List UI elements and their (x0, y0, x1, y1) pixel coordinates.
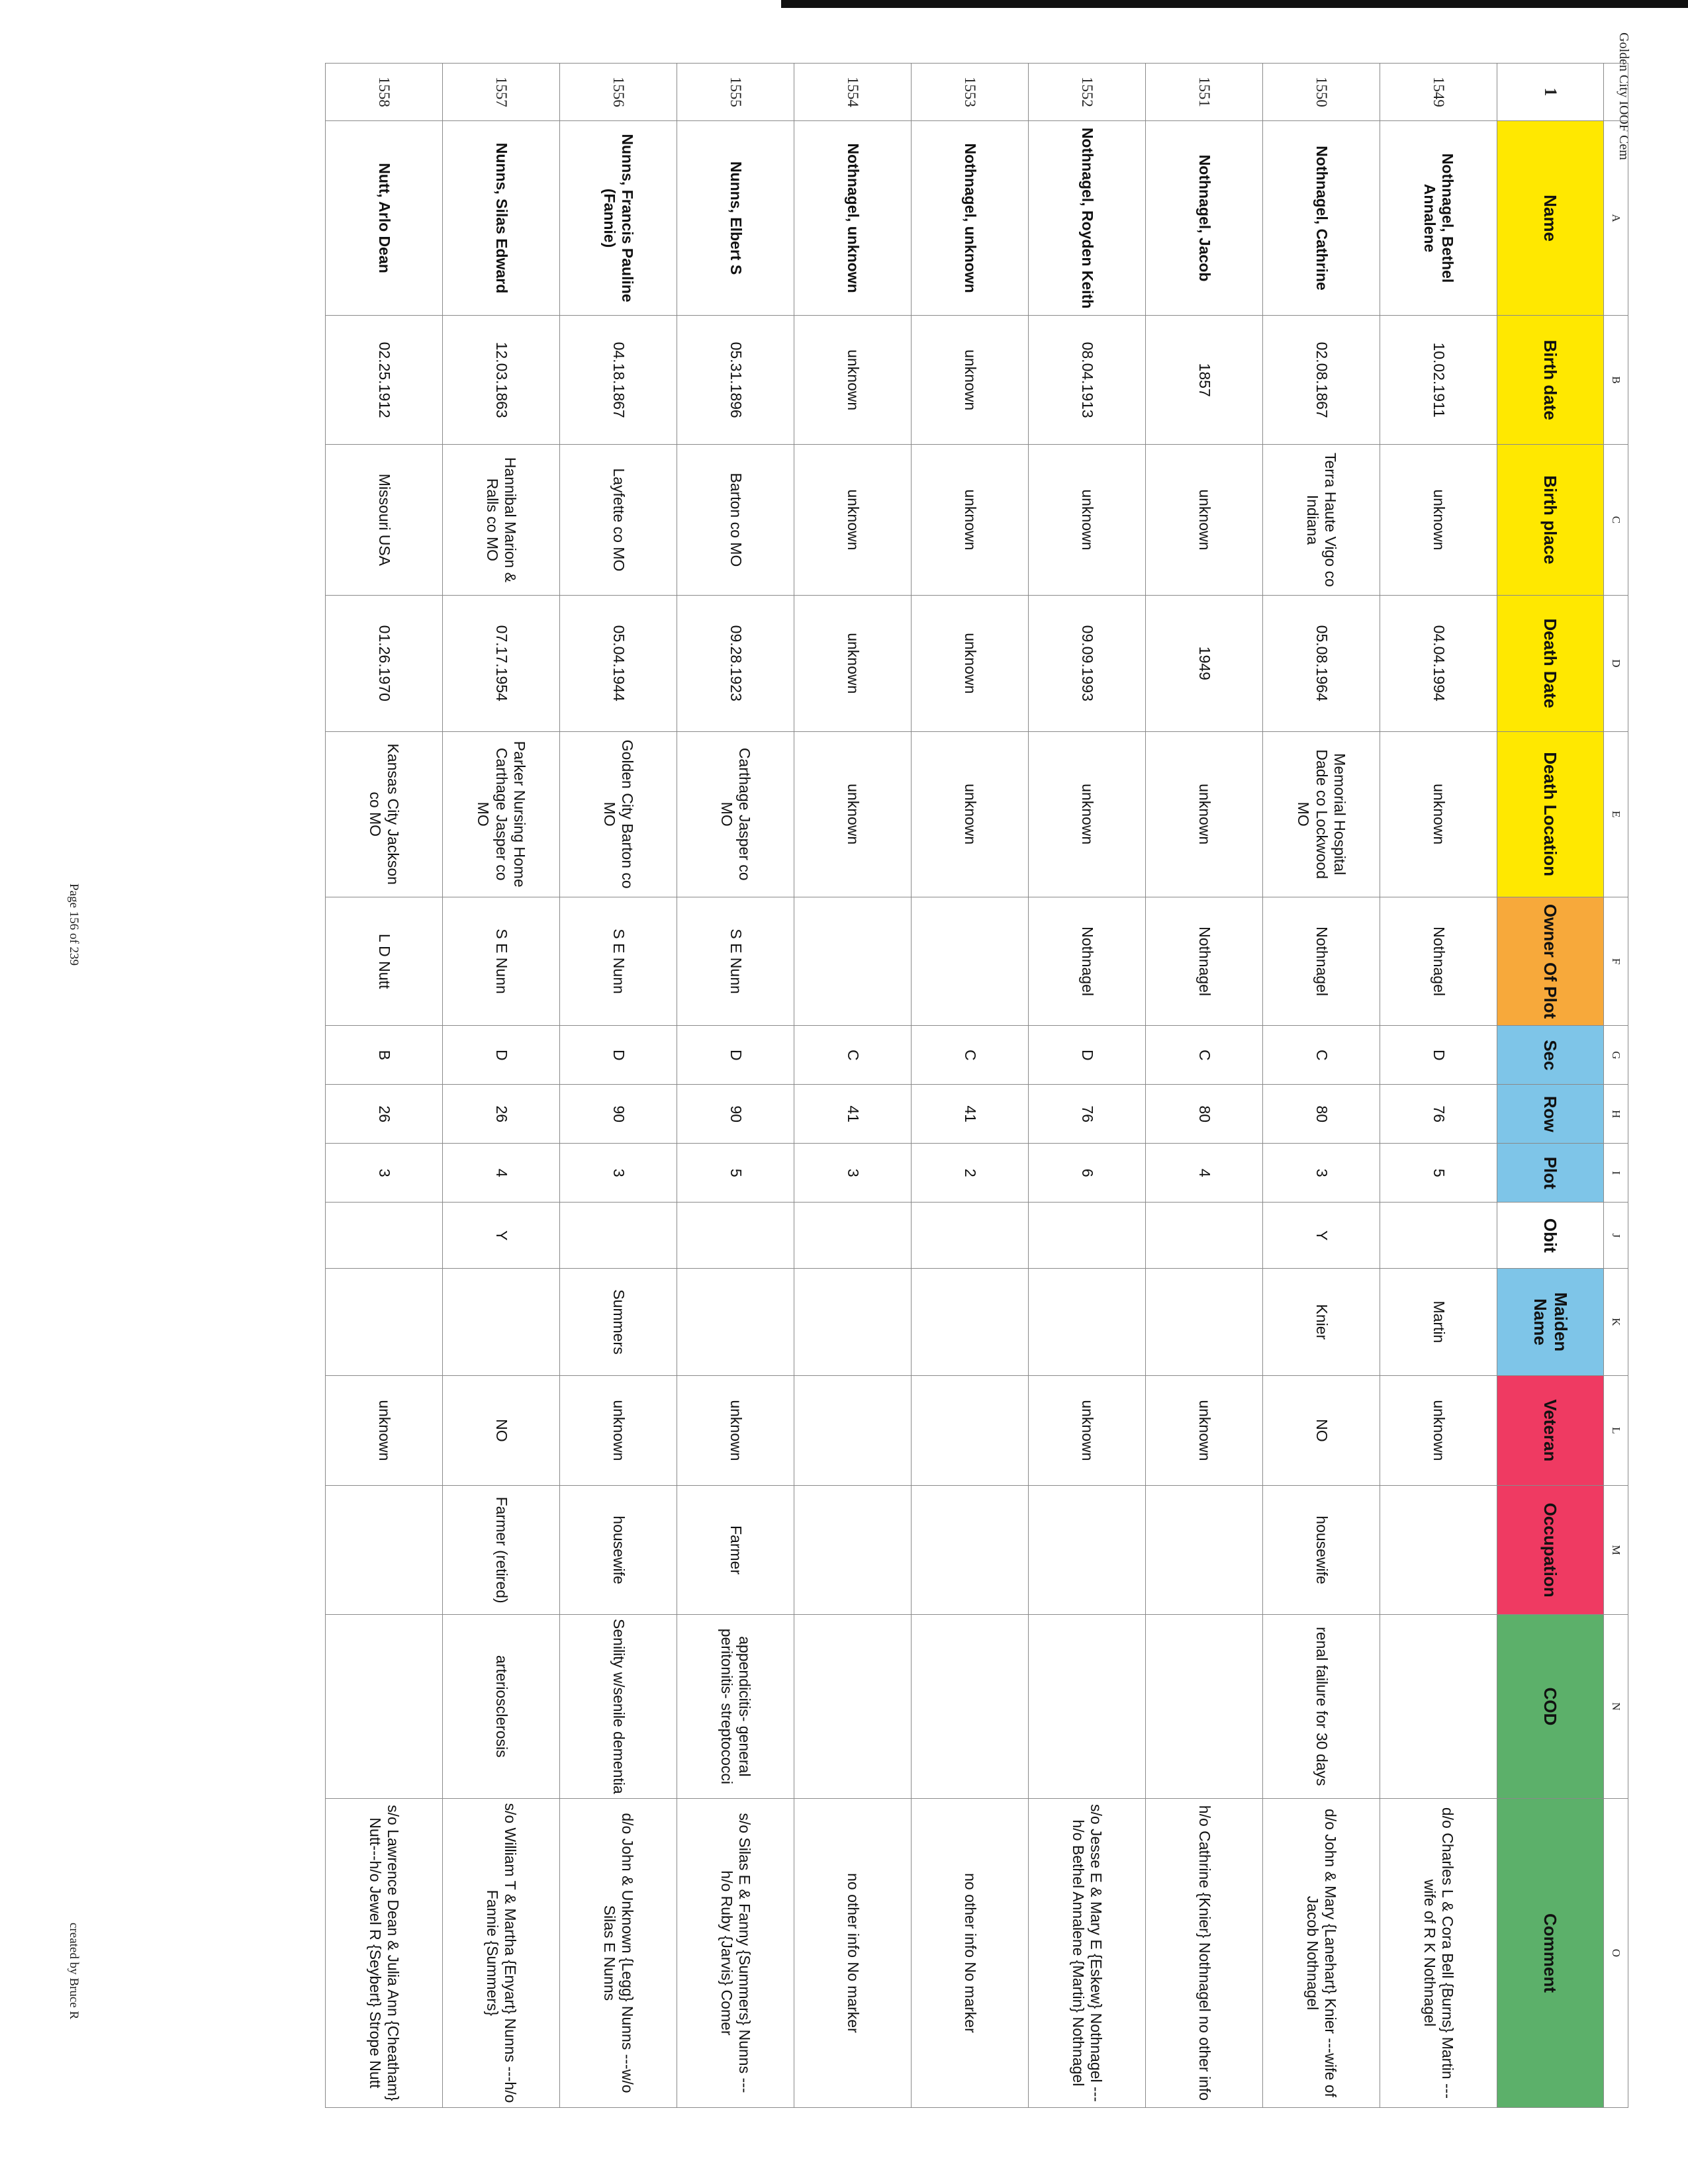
cell-row: 80 (1146, 1085, 1263, 1144)
header-obit: Obit (1497, 1203, 1604, 1269)
row-number: 1558 (326, 64, 443, 121)
cell-veteran: NO (443, 1375, 560, 1486)
cell-sec: D (560, 1026, 677, 1085)
cell-veteran: unknown (1380, 1375, 1497, 1486)
cell-comment: h/o Cathrine {Knier} Nothnagel no other info (1146, 1798, 1263, 2107)
cell-obit: Y (1263, 1203, 1380, 1269)
spreadsheet (86, 63, 1628, 2121)
cell-owner: S E Nunn (677, 897, 794, 1026)
cell-name: Nothnagel, Jacob (1146, 120, 1263, 316)
table-header-row (1497, 64, 1604, 2108)
table-row (443, 64, 560, 2108)
cell-maiden (794, 1269, 912, 1375)
cell-comment: s/o William T & Martha {Enyart} Nunns ---h/o Fannie {Summers} (443, 1798, 560, 2107)
header-comment: Comment (1497, 1798, 1604, 2107)
cell-comment: s/o Silas E & Fanny {Summers} Nunns ---h/o Ruby {Jarvis} Comer (677, 1798, 794, 2107)
cell-occupation (794, 1486, 912, 1615)
cell-birth-date: unknown (794, 316, 912, 445)
cell-sec: C (794, 1026, 912, 1085)
table-row (1380, 64, 1497, 2108)
cell-sec: D (443, 1026, 560, 1085)
cell-plot: 5 (677, 1144, 794, 1203)
cell-death-location: Kansas City Jackson co MO (326, 731, 443, 897)
cell-comment: d/o Charles L & Cora Bell {Burns} Martin ---wife of R K Nothnagel (1380, 1798, 1497, 2107)
cell-obit (677, 1203, 794, 1269)
cell-occupation (326, 1486, 443, 1615)
cemetery-records-table (325, 63, 1628, 2108)
cell-row: 26 (326, 1085, 443, 1144)
cell-row: 76 (1029, 1085, 1146, 1144)
col-letter-k: K (1604, 1269, 1628, 1375)
cell-obit (794, 1203, 912, 1269)
cell-occupation: Farmer (retired) (443, 1486, 560, 1615)
created-by-label: created by Bruce R (67, 1923, 81, 2020)
header-plot: Plot (1497, 1144, 1604, 1203)
cell-maiden: Knier (1263, 1269, 1380, 1375)
table-row (326, 64, 443, 2108)
cell-owner: Nothnagel (1380, 897, 1497, 1026)
col-letter-e: E (1604, 731, 1628, 897)
cell-name: Nunns, Elbert S (677, 120, 794, 316)
col-letter-c: C (1604, 444, 1628, 595)
table-row (677, 64, 794, 2108)
cell-plot: 4 (443, 1144, 560, 1203)
cell-death-location: unknown (1146, 731, 1263, 897)
cell-owner (794, 897, 912, 1026)
cell-veteran: unknown (677, 1375, 794, 1486)
cell-plot: 3 (1263, 1144, 1380, 1203)
cell-death-location: Parker Nursing Home Carthage Jasper co MO (443, 731, 560, 897)
table-row (560, 64, 677, 2108)
cell-death-location: Golden City Barton co MO (560, 731, 677, 897)
cell-birth-date: unknown (912, 316, 1029, 445)
cell-maiden (1146, 1269, 1263, 1375)
cell-veteran: unknown (1146, 1375, 1263, 1486)
cell-occupation: housewife (560, 1486, 677, 1615)
cell-owner: L D Nutt (326, 897, 443, 1026)
col-letter-d: D (1604, 595, 1628, 731)
col-letter-b: B (1604, 316, 1628, 445)
header-birth-date: Birth date (1497, 316, 1604, 445)
cell-plot: 6 (1029, 1144, 1146, 1203)
cell-name: Nothnagel, Royden Keith (1029, 120, 1146, 316)
cell-death-date: unknown (912, 595, 1029, 731)
cell-veteran: unknown (1029, 1375, 1146, 1486)
row-number: 1555 (677, 64, 794, 121)
cell-birth-date: 04.18.1867 (560, 316, 677, 445)
cell-owner: S E Nunn (443, 897, 560, 1026)
cell-death-location: unknown (1380, 731, 1497, 897)
cell-comment: no other info No marker (794, 1798, 912, 2107)
cell-row: 90 (560, 1085, 677, 1144)
cell-sec: B (326, 1026, 443, 1085)
sheet-title: Golden City IOOF Cem (1617, 32, 1631, 160)
cell-veteran: unknown (560, 1375, 677, 1486)
cell-death-date: 09.09.1993 (1029, 595, 1146, 731)
cell-plot: 3 (794, 1144, 912, 1203)
header-corner: 1 (1497, 64, 1604, 121)
cell-veteran (912, 1375, 1029, 1486)
col-letter-l: L (1604, 1375, 1628, 1486)
cell-death-date: 1949 (1146, 595, 1263, 731)
cell-name: Nothnagel, Cathrine (1263, 120, 1380, 316)
cell-birth-date: 1857 (1146, 316, 1263, 445)
cell-birth-place: Terra Haute Vigo co Indiana (1263, 444, 1380, 595)
cell-death-location: Carthage Jasper co MO (677, 731, 794, 897)
cell-row: 80 (1263, 1085, 1380, 1144)
cell-sec: D (677, 1026, 794, 1085)
cell-occupation: Farmer (677, 1486, 794, 1615)
cell-obit: Y (443, 1203, 560, 1269)
col-letter (1604, 64, 1628, 121)
cell-death-date: 05.04.1944 (560, 595, 677, 731)
cell-cod (1029, 1614, 1146, 1798)
cell-occupation (1380, 1486, 1497, 1615)
row-number: 1551 (1146, 64, 1263, 121)
cell-comment: s/o Jesse E & Mary E {Eskew} Nothnagel ---h/o Bethel Annalene {Martin} Nothnagel (1029, 1798, 1146, 2107)
header-death-date: Death Date (1497, 595, 1604, 731)
cell-birth-date: 12.03.1863 (443, 316, 560, 445)
cell-name: Nutt, Arlo Dean (326, 120, 443, 316)
cell-birth-date: 08.04.1913 (1029, 316, 1146, 445)
cell-death-date: 07.17.1954 (443, 595, 560, 731)
cell-cod: appendicitis- general peritonitis- streptococci (677, 1614, 794, 1798)
cell-obit (912, 1203, 1029, 1269)
cell-sec: C (1263, 1026, 1380, 1085)
cell-birth-date: 05.31.1896 (677, 316, 794, 445)
cell-death-location: unknown (1029, 731, 1146, 897)
cell-plot: 4 (1146, 1144, 1263, 1203)
cell-obit (1380, 1203, 1497, 1269)
cell-death-date: unknown (794, 595, 912, 731)
cell-owner (912, 897, 1029, 1026)
cell-cod: Senility w/senile dementia (560, 1614, 677, 1798)
cell-birth-date: 02.08.1867 (1263, 316, 1380, 445)
cell-death-date: 04.04.1994 (1380, 595, 1497, 731)
cell-cod: arteriosclerosis (443, 1614, 560, 1798)
cell-name: Nunns, Silas Edward (443, 120, 560, 316)
cell-maiden (443, 1269, 560, 1375)
cell-cod (912, 1614, 1029, 1798)
cell-cod (1146, 1614, 1263, 1798)
cell-birth-place: Layfette co MO (560, 444, 677, 595)
cell-maiden: Summers (560, 1269, 677, 1375)
cell-cod: renal failure for 30 days (1263, 1614, 1380, 1798)
page-label: Page 156 of 239 (67, 884, 81, 966)
header-occupation: Occupation (1497, 1486, 1604, 1615)
cell-owner: Nothnagel (1146, 897, 1263, 1026)
cell-comment: d/o John & Unknown {Legg} Nunns ---w/o Silas E Nunns (560, 1798, 677, 2107)
cell-obit (1029, 1203, 1146, 1269)
cell-name: Nunns, Francis Pauline (Fannie) (560, 120, 677, 316)
cell-comment: s/o Lawrence Dean & Julia Ann {Cheatham} Nutt---h/o Jewel R {Seybert} Strope Nutt (326, 1798, 443, 2107)
cell-death-date: 05.08.1964 (1263, 595, 1380, 731)
cell-owner: Nothnagel (1029, 897, 1146, 1026)
cell-name: Nothnagel, Bethel Annalene (1380, 120, 1497, 316)
cell-sec: D (1029, 1026, 1146, 1085)
cell-cod (326, 1614, 443, 1798)
cell-comment: no other info No marker (912, 1798, 1029, 2107)
cell-cod (1380, 1614, 1497, 1798)
header-birth-place: Birth place (1497, 444, 1604, 595)
cell-maiden (326, 1269, 443, 1375)
row-number: 1553 (912, 64, 1029, 121)
header-sec: Sec (1497, 1026, 1604, 1085)
cell-obit (1146, 1203, 1263, 1269)
cell-birth-place: Barton co MO (677, 444, 794, 595)
row-number: 1557 (443, 64, 560, 121)
col-letter-a: A (1604, 120, 1628, 316)
cell-maiden (1029, 1269, 1146, 1375)
cell-row: 26 (443, 1085, 560, 1144)
cell-row: 41 (912, 1085, 1029, 1144)
col-letter-n: N (1604, 1614, 1628, 1798)
row-number: 1552 (1029, 64, 1146, 121)
cell-row: 41 (794, 1085, 912, 1144)
header-maiden-name: Maiden Name (1497, 1269, 1604, 1375)
cell-veteran: unknown (326, 1375, 443, 1486)
header-cod: COD (1497, 1614, 1604, 1798)
row-number: 1550 (1263, 64, 1380, 121)
col-letter-g: G (1604, 1026, 1628, 1085)
cell-veteran (794, 1375, 912, 1486)
cell-death-date: 09.28.1923 (677, 595, 794, 731)
cell-death-location: unknown (794, 731, 912, 897)
cell-birth-date: 02.25.1912 (326, 316, 443, 445)
col-letter-o: O (1604, 1798, 1628, 2107)
cell-birth-place: Missouri USA (326, 444, 443, 595)
cell-sec: C (1146, 1026, 1263, 1085)
cell-death-location: unknown (912, 731, 1029, 897)
cell-maiden (677, 1269, 794, 1375)
table-row (912, 64, 1029, 2108)
cell-comment: d/o John & Mary {Lanehart} Knier ---wife of Jacob Nothnagel (1263, 1798, 1380, 2107)
col-letter-j: J (1604, 1203, 1628, 1269)
cell-occupation (1029, 1486, 1146, 1615)
header-owner-of-plot: Owner Of Plot (1497, 897, 1604, 1026)
column-letter-row (1604, 64, 1628, 2108)
cell-row: 76 (1380, 1085, 1497, 1144)
cell-row: 90 (677, 1085, 794, 1144)
cell-birth-place: unknown (1380, 444, 1497, 595)
cell-obit (326, 1203, 443, 1269)
row-number: 1556 (560, 64, 677, 121)
row-number: 1549 (1380, 64, 1497, 121)
header-name: Name (1497, 120, 1604, 316)
col-letter-h: H (1604, 1085, 1628, 1144)
cell-death-location: Memorial Hospital Dade co Lockwood MO (1263, 731, 1380, 897)
cell-birth-place: unknown (1146, 444, 1263, 595)
table-row (1146, 64, 1263, 2108)
header-row: Row (1497, 1085, 1604, 1144)
cell-occupation: housewife (1263, 1486, 1380, 1615)
cell-birth-place: Hannibal Marion & Ralls co MO (443, 444, 560, 595)
cell-owner: Nothnagel (1263, 897, 1380, 1026)
cell-birth-place: unknown (912, 444, 1029, 595)
cell-birth-place: unknown (794, 444, 912, 595)
cell-plot: 5 (1380, 1144, 1497, 1203)
table-row (1029, 64, 1146, 2108)
cell-owner: S E Nunn (560, 897, 677, 1026)
cell-death-date: 01.26.1970 (326, 595, 443, 731)
cell-plot: 3 (326, 1144, 443, 1203)
cell-maiden (912, 1269, 1029, 1375)
cell-sec: D (1380, 1026, 1497, 1085)
cell-cod (794, 1614, 912, 1798)
cell-occupation (1146, 1486, 1263, 1615)
scanner-edge-artifact (781, 0, 1688, 8)
row-number: 1554 (794, 64, 912, 121)
cell-plot: 2 (912, 1144, 1029, 1203)
cell-plot: 3 (560, 1144, 677, 1203)
cell-obit (560, 1203, 677, 1269)
cell-name: Nothnagel, unknown (912, 120, 1029, 316)
cell-occupation (912, 1486, 1029, 1615)
table-row (1263, 64, 1380, 2108)
cell-maiden: Martin (1380, 1269, 1497, 1375)
rotated-spreadsheet-area (40, 23, 1648, 2161)
cell-sec: C (912, 1026, 1029, 1085)
col-letter-f: F (1604, 897, 1628, 1026)
col-letter-i: I (1604, 1144, 1628, 1203)
cell-birth-date: 10.02.1911 (1380, 316, 1497, 445)
cell-name: Nothnagel, unknown (794, 120, 912, 316)
header-death-location: Death Location (1497, 731, 1604, 897)
cell-veteran: NO (1263, 1375, 1380, 1486)
table-row (794, 64, 912, 2108)
col-letter-m: M (1604, 1486, 1628, 1615)
header-veteran: Veteran (1497, 1375, 1604, 1486)
cell-birth-place: unknown (1029, 444, 1146, 595)
